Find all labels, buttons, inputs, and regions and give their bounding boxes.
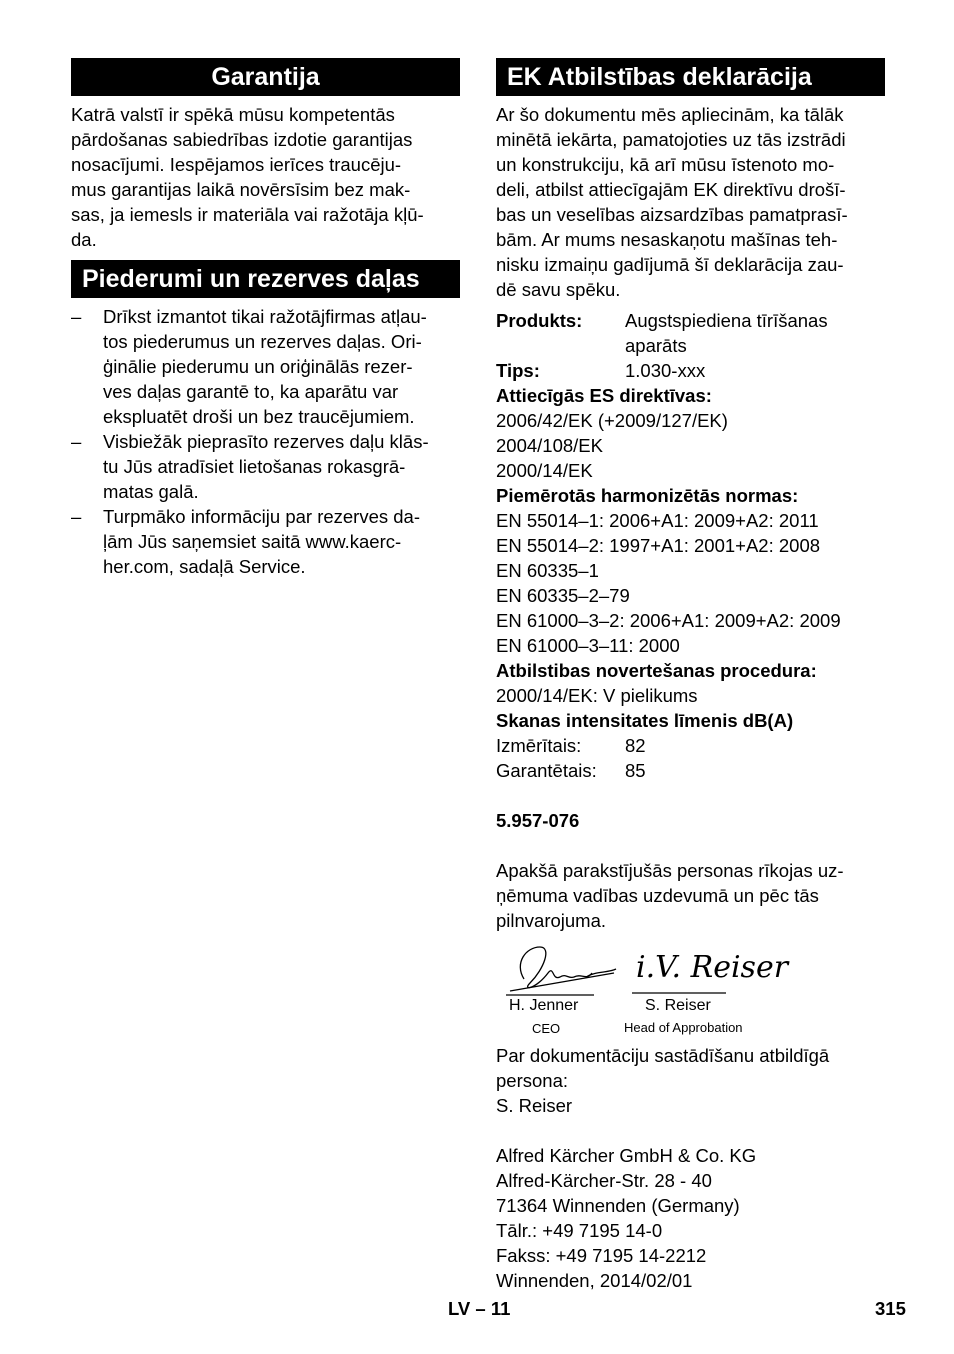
directives-heading: Attiecīgās ES direktīvas: [496,385,712,406]
signature-reiser [632,950,790,993]
norms-heading: Piemērotās harmonizētās normas: [496,485,799,506]
ek-intro: Ar šo dokumentu mēs apliecinām, ka tālāk minētā iekārta, pamatojoties uz tās izstrādi un konstrukciju, kā arī mūsu īstenoto mo- deli, atbilst attiecīgajām EK direktīvu drošī- bas un veselības aizsardzības pamatprasī- bām. Ar mums nesaskaņotu mašīnas teh- nisku izmaiņu gadījumā šī deklarācija zau- dē savu spēku. [496,104,848,300]
piederumi-heading: Piederumi un rezerves daļas [71,260,460,298]
left-column [71,58,460,579]
page-number: 315 [875,1298,906,1319]
list-item: – Turpmāko informāciju par rezerves da- ļām Jūs saņemsiet saitā www.kaerc- her.com, sadaļā Service. [71,506,421,577]
document-code: 5.957-076 [496,810,580,831]
list-item: – Visbiežāk pieprasīto rezerves daļu klās- tu Jūs atradīsiet lietošanas rokasgrā- matas galā. [71,431,429,502]
responsible-person: Par dokumentāciju sastādīšanu atbildīgā persona: S. Reiser [496,1045,830,1116]
garantija-heading: Garantija [71,58,460,96]
signer1-name: H. Jenner [509,997,579,1014]
signatures [496,933,885,1043]
piederumi-list [71,304,460,579]
footer-section-label: LV – 11 [448,1298,511,1319]
procedure-heading: Atbilstibas novertešanas procedura: [496,660,817,681]
list-item: – Drīkst izmantot tikai ražotājfirmas atļau- tos piederumus un rezerves daļas. Ori- ģinālie piederumu un oriģinālās rezer- ves daļas garantē to, ka aparātu var ekspluatēt droši un bez traucējumiem. [71,306,427,427]
garantija-text: Katrā valstī ir spēkā mūsu kompetentās pārdošanas sabiedrības izdotie garantijas nosacījumi. Iespējamos ierīces traucēju- mus garantijas laikā novērsīsim bez mak- sas, ja iemesls ir materiāla vai ražotāja kļū- da. [71,104,424,250]
ek-details: Produkts: Augstspiediena tīrīšanas aparāts Tips: 1.030-xxx Attiecīgās ES direktīvas: 2006/42/EK (+2009/127/EK) 2004/108/EK 2000/14/EK Piemērotās harmonizētās normas: EN 55014–1: 2006+A1: 2009+A2: 2011 EN 55014–2: 1997+A1: 2001+A2: 2008 EN 60335–1 EN 60335–2–79 EN 61000–3–2: 2006+A1: 2009+A2: 2009 EN 61000–3–11: 2000 Atbilstibas novertešanas procedura: 2000/14/EK: V pielikums Skanas intensitates līmenis dB(A) Izmērītais: 82 Garantētais: 85 5.957-076 Apakšā parakstījušās personas rīkojas uz- ņēmuma vadības uzdevumā un pēc tās pilnvarojuma. [496,308,885,933]
right-column [496,58,885,1293]
signer2-name: S. Reiser [645,997,711,1014]
signature-jenner [506,947,616,995]
measured-row: Izmērītais: 82 [496,735,646,756]
produkts-row: Produkts: Augstspiediena tīrīšanas aparāts [496,310,828,356]
company-address: Alfred Kärcher GmbH & Co. KG Alfred-Kärcher-Str. 28 - 40 71364 Winnenden (Germany) Tālr.: +49 7195 14-0 Fakss: +49 7195 14-2212 Winnenden, 2014/02/01 [496,1145,757,1291]
noise-heading: Skanas intensitates līmenis dB(A) [496,710,794,731]
guaranteed-row: Garantētais: 85 [496,760,646,781]
tips-row: Tips: 1.030-xxx [496,360,706,381]
svg-text:i.V. Reiser: i.V. Reiser [636,950,789,985]
signer2-role: Head of Approbation [624,1020,743,1035]
signer1-role: CEO [532,1021,561,1036]
ek-heading: EK Atbilstības deklarācija [496,58,885,96]
